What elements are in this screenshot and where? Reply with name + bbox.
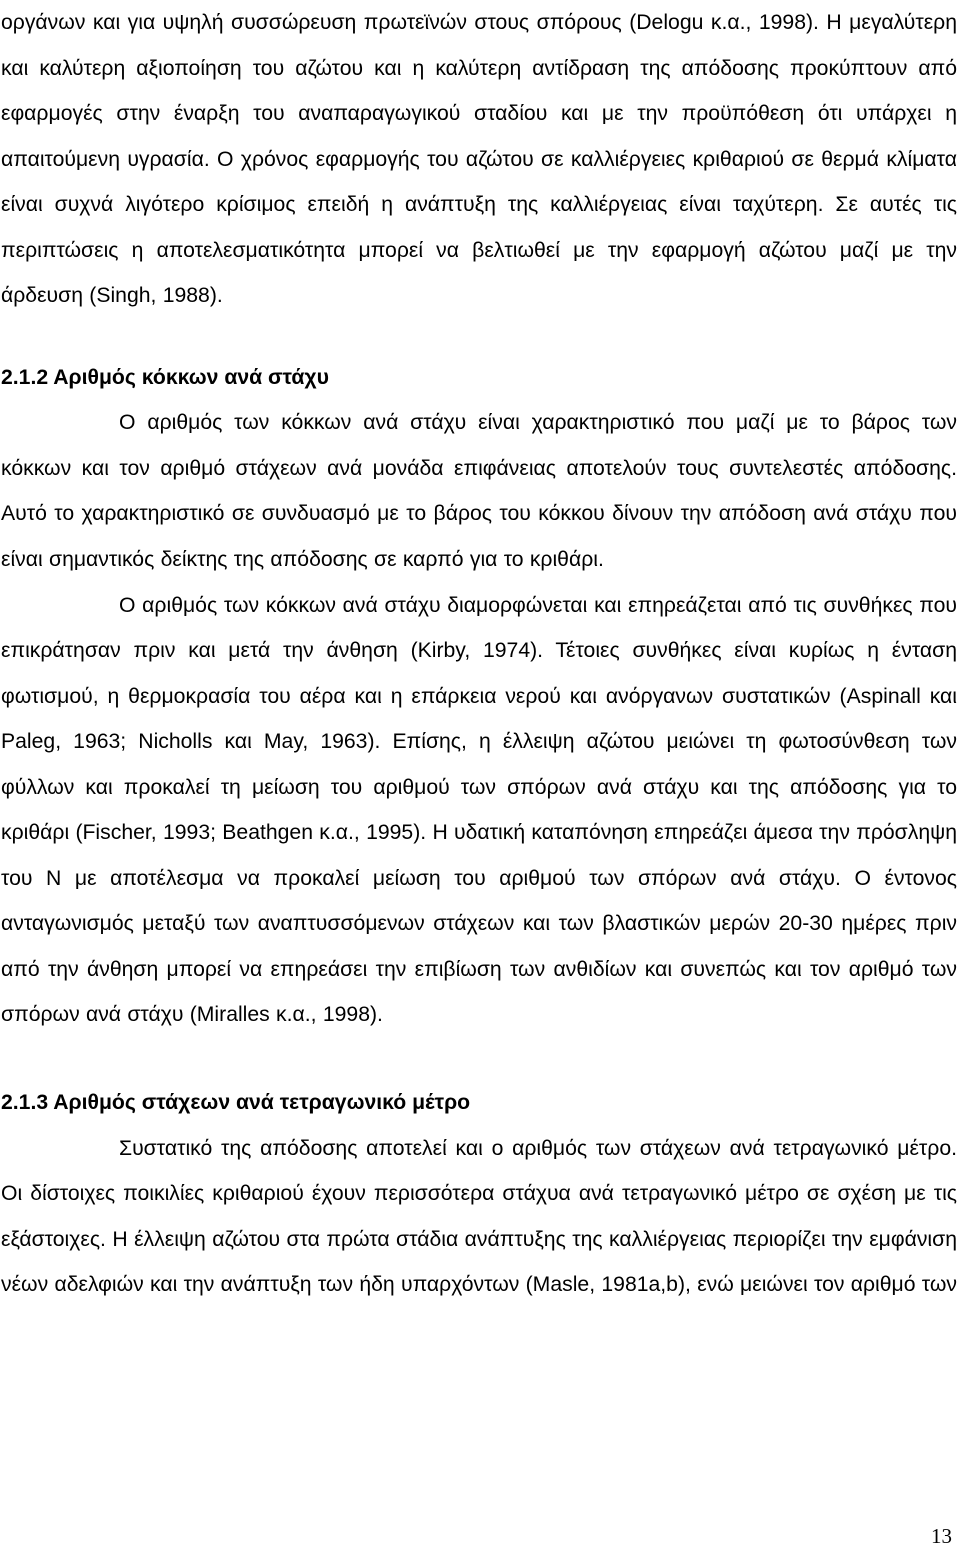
page-content [1,0,957,1308]
section-heading-2-1-3: 2.1.3 Αριθμός στάχεων ανά τετραγωνικό μέτρο [1,1091,471,1115]
section-2-1-2-paragraph-2: Ο αριθμός των κόκκων ανά στάχυ διαμορφώνεται και επηρεάζεται από τις συνθήκες που επικράτησαν πριν και μετά την άνθηση (Kirby, 1974). Τέτοιες συνθήκες είναι κυρίως η ένταση φωτισμού, η θερμοκρασία του αέρα και η επάρκεια νερού και ανόργανων συστατικών (Aspinall και Paleg, 1963; Nicholls και May, 1963). Επίσης, η έλλειψη αζώτου μειώνει τη φωτοσύνθεση των φύλλων και προκαλεί τη μείωση του αριθμού των σπόρων ανά στάχυ και της απόδοσης για το κριθάρι (Fischer, 1993; Beathgen κ.α., 1995). Η υδατική καταπόνηση επηρεάζει άμεσα την πρόσληψη του N με αποτέλεσμα να προκαλεί μείωση του αριθμού των σπόρων ανά στάχυ. Ο έντονος ανταγωνισμός μεταξύ των αναπτυσσόμενων στάχεων και των βλαστικών μερών 20-30 ημέρες πριν από την άνθηση μπορεί να επηρεάσει την επιβίωση των ανθιδίων και συνεπώς και τον αριθμό των σπόρων ανά στάχυ (Miralles κ.α., 1998). [1,593,957,1027]
spacer [1,1038,957,1080]
page-number: 13 [931,1524,952,1548]
intro-paragraph: οργάνων και για υψηλή συσσώρευση πρωτεϊνών στους σπόρους (Delogu κ.α., 1998). Η μεγαλύτερη και καλύτερη αξιοποίηση του αζώτου και η καλύτερη αντίδραση της απόδοσης προκύπτουν από εφαρμογές στην έναρξη του αναπαραγωγικού σταδίου και με την προϋπόθεση ότι υπάρχει η απαιτούμενη υγρασία. Ο χρόνος εφαρμογής του αζώτου σε καλλιέργειες κριθαριού σε θερμά κλίματα είναι συχνά λιγότερο κρίσιμος επειδή η ανάπτυξη της καλλιέργειας είναι ταχύτερη. Σε αυτές τις περιπτώσεις η αποτελεσματικότητα μπορεί να βελτιωθεί με την εφαρμογή αζώτου μαζί με την άρδευση (Singh, 1988). [1,11,957,308]
spacer [1,319,957,355]
section-2-1-3-paragraph-1: Συστατικό της απόδοσης αποτελεί και ο αριθμός των στάχεων ανά τετραγωνικό μέτρο. Οι δίστοιχες ποικιλίες κριθαριού έχουν περισσότερα στάχυα ανά τετραγωνικό μέτρο σε σχέση με τις εξάστοιχες. Η έλλειψη αζώτου στα πρώτα στάδια ανάπτυξης της καλλιέργειας περιορίζει την εμφάνιση νέων αδελφιών και την ανάπτυξη των ήδη υπαρχόντων (Masle, 1981a,b), ενώ μειώνει τον αριθμό των [1,1136,958,1297]
section-heading-2-1-2: 2.1.2 Αριθμός κόκκων ανά στάχυ [1,365,329,389]
section-2-1-2-paragraph-1: Ο αριθμός των κόκκων ανά στάχυ είναι χαρακτηριστικό που μαζί με το βάρος των κόκκων και τον αριθμό στάχεων ανά μονάδα επιφάνειας αποτελούν τους συντελεστές απόδοσης. Αυτό το χαρακτηριστικό σε συνδυασμό με το βάρος του κόκκου δίνουν την απόδοση ανά στάχυ που είναι σημαντικός δείκτης της απόδοσης σε καρπό για το κριθάρι. [1,411,957,572]
